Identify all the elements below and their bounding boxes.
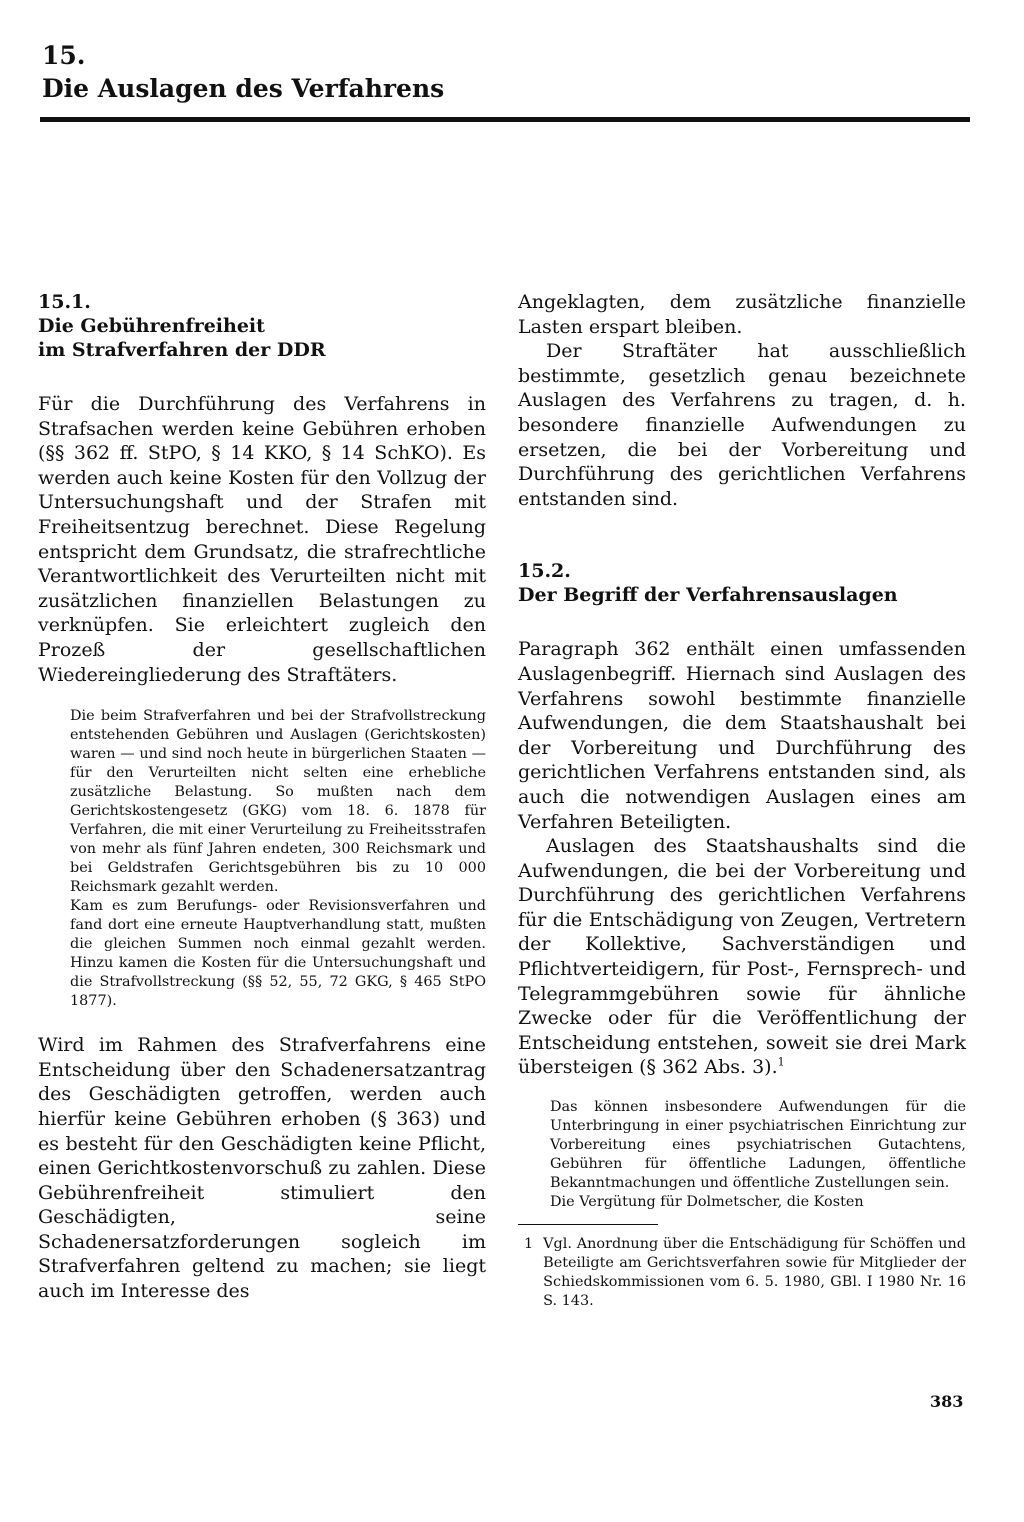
small-print-paragraph: Die Vergütung für Dolmetscher, die Kosten [550,1194,864,1211]
chapter-number: 15. [42,41,86,70]
body-paragraph [518,834,966,1080]
footnote-reference: 1 [777,1056,785,1070]
section-title: Der Begriff der Verfahrensauslagen [518,584,898,607]
body-paragraph-text: Auslagen des Staatshaushalts sind die Aufwendungen, die bei der Vorbereitung und Durchführung des gerichtlichen Verfahrens für die Entschädigung von Zeugen, Vertretern der Kollektive, Sachverständigen und Pflichtverteidigern, für Post-, Fernsprech- und Telegrammgebühren sowie für ähnliche Zwecke oder für die Veröffentlichung der Entscheidung entstehen, soweit sie drei Mark übersteigen (§ 362 Abs. 3). [518,835,966,1079]
page-number: 383 [930,1392,964,1411]
section-title-line2: im Strafverfahren der DDR [38,339,326,361]
body-paragraph: Wird im Rahmen des Strafverfahrens eine Entscheidung über den Schadenersatzantrag des Geschädigten getroffen, werden auch hierfür keine Gebühren erhoben (§ 363) und es besteht für den Geschädigten keine Pflicht, einen Gerichtkostenvorschuß zu zahlen. Diese Gebührenfreiheit stimuliert den Geschädigten, seine Schadenersatzforderungen sogleich im Strafverfahren geltend zu machen; sie liegt auch im Interesse des [38,1034,486,1303]
footnote-mark: 1 [524,1236,534,1253]
body-paragraph: Paragraph 362 enthält einen umfassenden Auslagenbegriff. Hiernach sind Auslagen des Verfahrens sowohl bestimmte finanzielle Aufwendungen, die dem Staatshaushalt bei der Vorbereitung und Durchführung des gerichtlichen Verfahrens entstanden sind, als auch die notwendigen Auslagen eines am Verfahren Beteiligten. [518,638,966,833]
chapter-rule [40,117,970,122]
footnote [524,1235,966,1311]
footnote-separator [518,1224,658,1225]
right-column [518,290,966,1311]
body-paragraph-continued: Angeklagten, dem zusätzliche finanzielle Lasten erspart bleiben. [518,291,966,338]
small-print-paragraph: Die beim Strafverfahren und bei der Strafvollstreckung entstehenden Gebühren und Auslagen (Gerichtskosten) waren — und sind noch heute in bürgerlichen Staaten — für den Verurteilten nicht selten eine erhebliche zusätzliche Belastung. So mußten nach dem Gerichtskostengesetz (GKG) vom 18. 6. 1878 für Verfahren, die mit einer Verurteilung zu Freiheitsstrafen von mehr als fünf Jahren endeten, 300 Reichsmark und bei Geldstrafen Gerichtsgebühren bis zu 10 000 Reichsmark gezahlt werden. [70,708,486,896]
footnote-text: Vgl. Anordnung über die Entschädigung für Schöffen und Beteiligte am Gerichtsverfahren sowie für Mitglieder der Schiedskommissionen vom 6. 5. 1980, GBl. I 1980 Nr. 16 S. 143. [543,1236,966,1310]
section-title-line1: Die Gebührenfreiheit [38,315,265,337]
chapter-title: Die Auslagen des Verfahrens [42,74,445,103]
section-15-2-heading [518,559,966,607]
small-print-paragraph: Das können insbesondere Aufwendungen für die Unterbringung in einer psychiatrischen Einrichtung zur Vorbereitung eines psychiatrischen Gutachtens, Gebühren für öffentliche Ladungen, öffentliche Bekanntmachungen und öffentliche Zustellungen sein. [550,1099,966,1192]
section-number: 15.2. [518,560,571,583]
body-paragraph: Der Straftäter hat ausschließlich bestimmte, gesetzlich genau bezeichnete Auslagen des Verfahrens zu tragen, d. h. besondere finanzielle Aufwendungen zu ersetzen, die bei der Vorbereitung und Durchführung des gerichtlichen Verfahrens entstanden sind. [518,340,966,510]
small-print-paragraph: Kam es zum Berufungs- oder Revisionsverfahren und fand dort eine erneute Hauptverhandlung statt, mußten die gleichen Summen noch einmal gezahlt werden. Hinzu kamen die Kosten für die Untersuchungshaft und die Strafvollstreckung (§§ 52, 55, 72 GKG, § 465 StPO 1877). [70,898,486,1010]
left-column [38,290,486,1304]
section-15-1-heading [38,290,486,362]
section-number: 15.1. [38,291,91,313]
body-paragraph: Für die Durchführung des Verfahrens in Strafsachen werden keine Gebühren erhoben (§§ 362 ff. StPO, § 14 KKO, § 14 SchKO). Es werden auch keine Kosten für den Vollzug der Untersuchungshaft und der Strafen mit Freiheitsentzug berechnet. Diese Regelung entspricht dem Grundsatz, die strafrechtliche Verantwortlichkeit des Verurteilten nicht mit zusätzlichen finanziellen Belastungen zu verknüpfen. Sie erleichtert zugleich den Prozeß der gesellschaftlichen Wiedereingliederung des Straftäters. [38,393,486,686]
